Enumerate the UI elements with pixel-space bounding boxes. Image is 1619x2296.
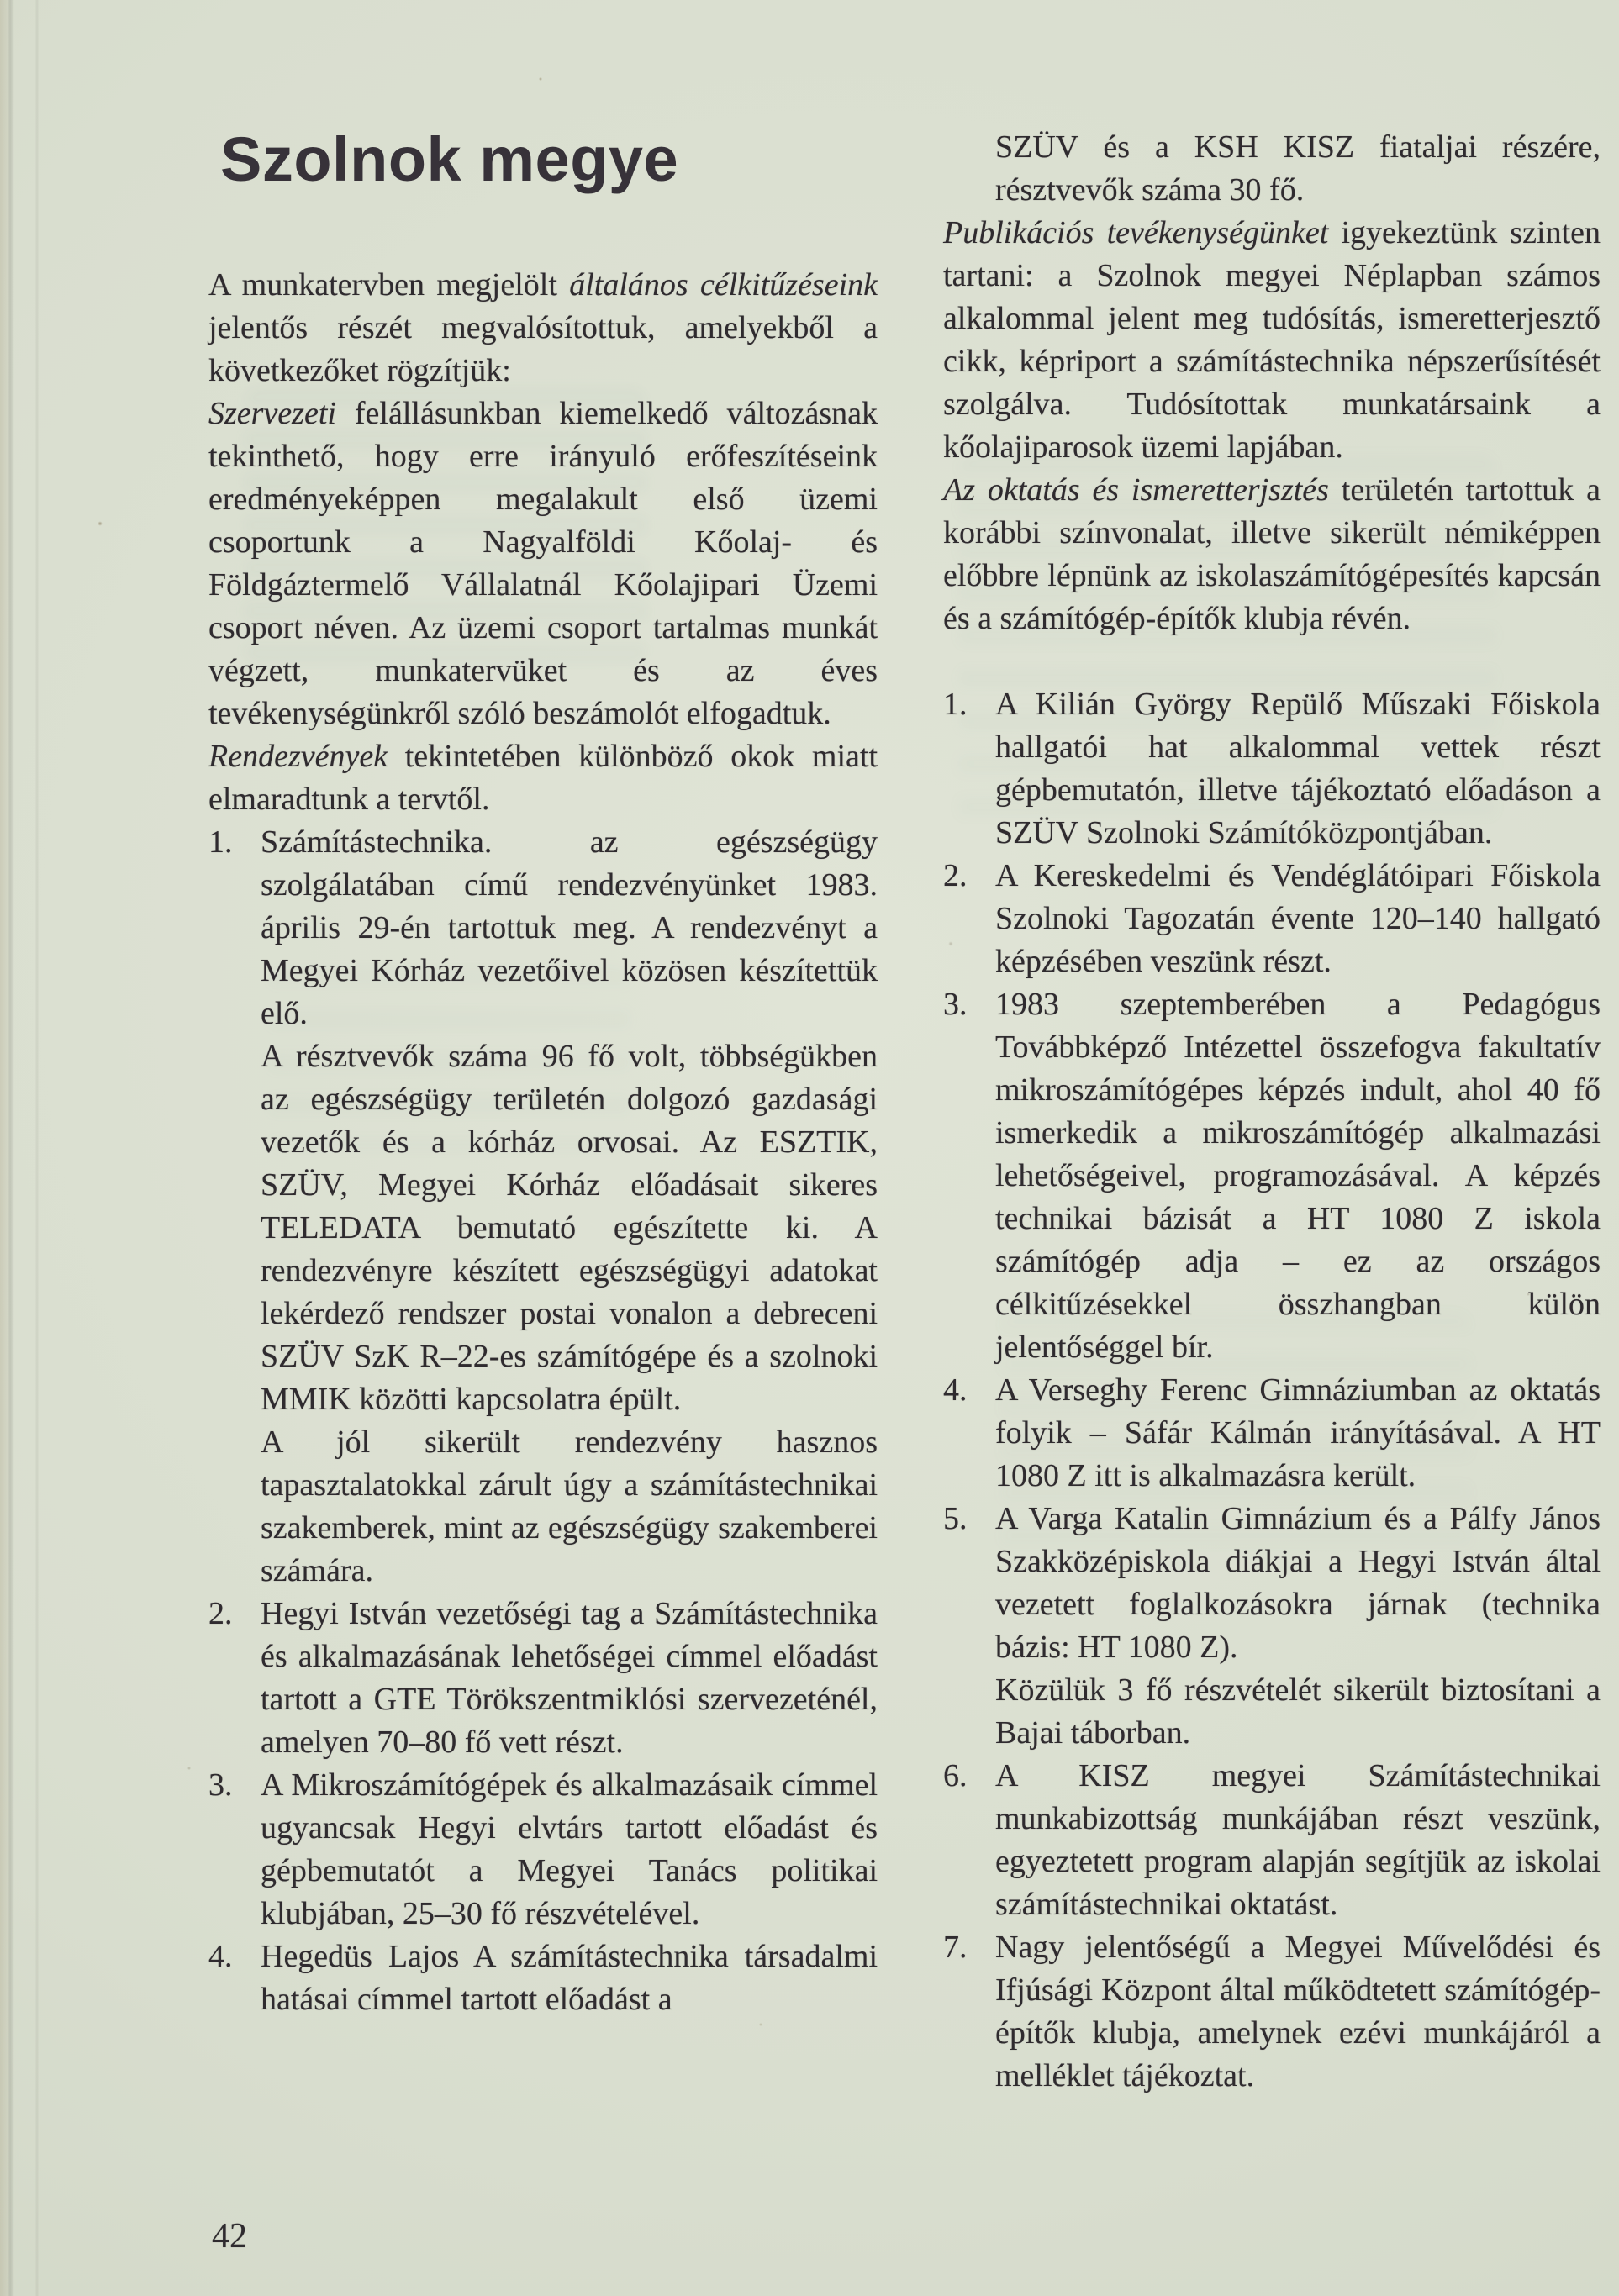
list-paragraph bbox=[995, 855, 1601, 983]
list-item bbox=[943, 1369, 1601, 1498]
list-paragraph bbox=[261, 1035, 878, 1421]
list-item bbox=[943, 1755, 1601, 1926]
list-item-body bbox=[995, 855, 1601, 983]
text-run: Hegyi István vezetőségi tag a Számítástechnika és alkalmazásának lehetőségei címmel előadást tartott a GTE Törökszentmiklósi szervezeténél, amelyen 70–80 fő vett részt. bbox=[261, 1596, 878, 1760]
list-item-body bbox=[995, 1755, 1601, 1926]
text-run: A munkatervben megjelölt bbox=[208, 267, 570, 303]
list-item-body bbox=[261, 1593, 878, 1764]
list-item bbox=[208, 1764, 878, 1935]
list-number: 6. bbox=[943, 1758, 968, 1793]
left-column-flow bbox=[208, 264, 878, 2021]
text-run: igyekeztünk szinten tartani: a Szolnok megyei Néplapban számos alkalommal jelent meg tudósítás, ismeretterjesztő cikk, képriport a számítástechnika népszerűsítését szolgálva. Tudósítottak munkatársaink a kőolajiparosok üzemi lapjában. bbox=[943, 215, 1601, 465]
page-number: 42 bbox=[212, 2217, 247, 2256]
list-number: 3. bbox=[208, 1767, 233, 1803]
list-number: 5. bbox=[943, 1501, 968, 1536]
paragraph bbox=[943, 212, 1601, 469]
list-item-continuation bbox=[943, 126, 1601, 212]
list-paragraph bbox=[995, 683, 1601, 855]
text-run: A Verseghy Ferenc Gimnáziumban az oktatás folyik – Sáfár Kálmán irányításával. A HT 1080 Z itt is alkalmazásra került. bbox=[995, 1372, 1601, 1493]
text-run: A jól sikerült rendezvény hasznos tapasztalatokkal zárult úgy a számítástechnikai szakemberek, mint az egészségügy szakemberei számára. bbox=[261, 1424, 878, 1588]
list-paragraph bbox=[995, 1669, 1601, 1755]
list-number: 4. bbox=[208, 1939, 233, 1974]
list-paragraph bbox=[995, 1369, 1601, 1498]
text-run: A KISZ megyei Számítástechnikai munkabizottság munkájában részt veszünk, egyeztetett program alapján segítjük az iskolai számítástechnikai oktatást. bbox=[995, 1758, 1601, 1922]
paragraph bbox=[208, 735, 878, 821]
text-run: Nagy jelentőségű a Megyei Művelődési és Ifjúsági Központ által működtetett számítógép-építők klubja, amelynek ezévi munkájáról a melléklet tájékoztat. bbox=[995, 1930, 1601, 2093]
text-run: A Mikroszámítógépek és alkalmazásaik címmel ugyancsak Hegyi elvtárs tartott előadást és gépbemutatót a Megyei Tanács politikai klubjában, 25–30 fő részvételével. bbox=[261, 1767, 878, 1931]
list-item-body bbox=[995, 1369, 1601, 1498]
list-number: 3. bbox=[943, 987, 968, 1022]
list-paragraph bbox=[261, 821, 878, 1035]
list-item-body bbox=[995, 1498, 1601, 1755]
list-paragraph bbox=[995, 126, 1601, 212]
list-paragraph bbox=[261, 1421, 878, 1593]
italic-text-run: Rendezvények bbox=[208, 739, 388, 774]
text-run: Közülük 3 fő részvételét sikerült biztosítani a Bajai táborban. bbox=[995, 1672, 1601, 1751]
italic-text-run: Az oktatás és ismeretterjsztés bbox=[943, 472, 1329, 508]
paragraph-gap bbox=[943, 640, 1601, 683]
list-paragraph bbox=[995, 1498, 1601, 1669]
right-column bbox=[943, 126, 1601, 2098]
text-run: A Kilián György Repülő Műszaki Főiskola hallgatói hat alkalommal vettek részt gépbemutatón, illetve tájékoztató előadáson a SZÜV Szolnoki Számítóközpontjában. bbox=[995, 687, 1601, 850]
text-run: Hegedüs Lajos A számítástechnika társadalmi hatásai címmel tartott előadást a bbox=[261, 1939, 878, 2017]
text-run: felállásunkban kiemelkedő változásnak tekinthető, hogy erre irányuló erőfeszítéseink eredményeképpen megalakult első üzemi csoportunk a Nagyalföldi Kőolaj- és Földgáztermelő Vállalatnál Kőolajipari Üzemi csoport néven. Az üzemi csoport tartalmas munkát végzett, munkatervüket és az éves tevékenységünkről szóló beszámolót elfogadtuk. bbox=[208, 396, 878, 731]
right-column-flow bbox=[943, 126, 1601, 2098]
list-item-body bbox=[995, 126, 1601, 212]
list-item-body bbox=[261, 821, 878, 1593]
list-item bbox=[208, 821, 878, 1593]
list-item-body bbox=[995, 1926, 1601, 2098]
list-number: 4. bbox=[943, 1372, 968, 1408]
text-run: A résztvevők száma 96 fő volt, többségükben az egészségügy területén dolgozó gazdasági vezetők és a kórház orvosai. Az ESZTIK, SZÜV, Megyei Kórház előadásait sikeres TELEDATA bemutató egészítette ki. A rendezvényre készített egészségügyi adatokat lekérdező rendszer postai vonalon a debreceni SZÜV SzK R–22-es számítógépe és a szolnoki MMIK közötti kapcsolatra épült. bbox=[261, 1039, 878, 1417]
text-run: területén tartottuk a korábbi színvonalat, illetve sikerült némiképpen előbbre lépnünk az iskolaszámítógépesítés kapcsán és a számítógép-építők klubja révén. bbox=[943, 472, 1601, 636]
list-item-body bbox=[995, 683, 1601, 855]
list-item-body bbox=[261, 1764, 878, 1935]
list-paragraph bbox=[995, 1755, 1601, 1926]
list-item bbox=[943, 1926, 1601, 2098]
list-item bbox=[943, 683, 1601, 855]
list-number: 2. bbox=[943, 858, 968, 893]
list-item bbox=[943, 855, 1601, 983]
paragraph bbox=[208, 264, 878, 392]
list-paragraph bbox=[995, 1926, 1601, 2098]
list-item bbox=[943, 1498, 1601, 1755]
left-column bbox=[208, 126, 878, 2021]
text-run: Számítástechnika. az egészségügy szolgálatában című rendezvényünket 1983. április 29-én tartottuk meg. A rendezvényt a Megyei Kórház vezetőivel közösen készítettük elő. bbox=[261, 824, 878, 1031]
italic-text-run: általános célkitűzéseink bbox=[569, 267, 878, 303]
list-item-body bbox=[261, 1935, 878, 2021]
list-item-body bbox=[995, 983, 1601, 1369]
list-number: 1. bbox=[943, 687, 968, 722]
italic-text-run: Szervezeti bbox=[208, 396, 336, 431]
list-item bbox=[208, 1935, 878, 2021]
paragraph bbox=[208, 392, 878, 735]
list-number: 1. bbox=[208, 824, 233, 860]
list-paragraph bbox=[995, 983, 1601, 1369]
page-title: Szolnok megye bbox=[220, 124, 679, 194]
list-number: 7. bbox=[943, 1930, 968, 1965]
list-number: 2. bbox=[208, 1596, 233, 1631]
list-paragraph bbox=[261, 1935, 878, 2021]
text-run: jelentős részét megvalósítottuk, amelyekből a következőket rögzítjük: bbox=[208, 310, 878, 388]
list-paragraph bbox=[261, 1593, 878, 1764]
list-item bbox=[208, 1593, 878, 1764]
text-run: SZÜV és a KSH KISZ fiataljai részére, résztvevők száma 30 fő. bbox=[995, 129, 1601, 208]
italic-text-run: Publikációs tevékenységünket bbox=[943, 215, 1329, 250]
text-run: A Varga Katalin Gimnázium és a Pálfy János Szakközépiskola diákjai a Hegyi István által vezetett foglalkozásokra járnak (technika bázis: HT 1080 Z). bbox=[995, 1501, 1601, 1665]
paragraph bbox=[943, 469, 1601, 640]
text-run: A Kereskedelmi és Vendéglátóipari Főiskola Szolnoki Tagozatán évente 120–140 hallgató képzésében veszünk részt. bbox=[995, 858, 1601, 979]
list-paragraph bbox=[261, 1764, 878, 1935]
list-item bbox=[943, 983, 1601, 1369]
text-run: tekintetében különböző okok miatt elmaradtunk a tervtől. bbox=[208, 739, 878, 817]
text-run: 1983 szeptemberében a Pedagógus Továbbképző Intézettel összefogva fakultatív mikroszámítógépes képzés indult, ahol 40 fő ismerkedik a mikroszámítógép alkalmazási lehetőségeivel, programozásával. A képzés technikai bázisát a HT 1080 Z iskola számítógép adja – ez az országos célkitűzésekkel összhangban külön jelentőséggel bír. bbox=[995, 987, 1601, 1365]
